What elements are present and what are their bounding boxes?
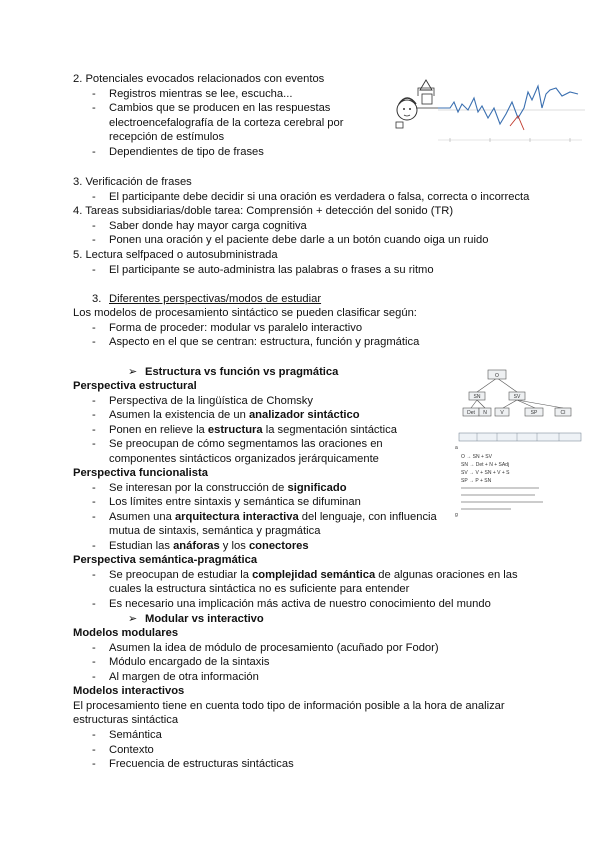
- grammar-rule: SN → Det + N + SAdj: [461, 462, 510, 468]
- tree-node-sv: SV: [513, 394, 521, 400]
- bullet-dash: -: [92, 744, 96, 756]
- section-number: 3.: [92, 293, 102, 305]
- bullet-dash: -: [92, 191, 96, 203]
- list-item: Asumen la existencia de un analizador sintáctico: [109, 409, 360, 421]
- functional-heading: Perspectiva funcionalista: [73, 467, 208, 479]
- list-item: Perspectiva de la lingüística de Chomsky: [109, 395, 313, 407]
- bullet-dash: -: [92, 598, 96, 610]
- tree-mark: g: [455, 512, 458, 518]
- list-item: Dependientes de tipo de frases: [109, 146, 264, 158]
- bullet-dash: -: [92, 336, 96, 348]
- bullet-dash: -: [92, 264, 96, 276]
- arrow-bullet-icon: ➢: [128, 366, 138, 378]
- list-item-cont: mutua de sintaxis, semántica y pragmática: [109, 525, 321, 537]
- tree-leaf: N: [483, 410, 487, 416]
- bullet-dash: -: [92, 322, 96, 334]
- tree-node-root: O: [495, 373, 499, 379]
- interactive-paragraph: El procesamiento tiene en cuenta todo tipo de información posible a la hora de analizar: [73, 700, 505, 712]
- bullet-dash: -: [92, 395, 96, 407]
- bullet-dash: -: [92, 671, 96, 683]
- bullet-dash: -: [92, 642, 96, 654]
- bullet-dash: -: [92, 511, 96, 523]
- grammar-rule: SV → V + SN + V + S: [461, 470, 510, 476]
- list-item-cont: cuales la estructura sintáctica no es suficiente para entender: [109, 583, 410, 595]
- bullet-dash: -: [92, 438, 96, 450]
- subheading-structure-function: Estructura vs función vs pragmática: [145, 366, 339, 378]
- sentence-bar: [459, 433, 581, 441]
- list-item: Aspecto en el que se centran: estructura, función y pragmática: [109, 336, 420, 348]
- list-item: Contexto: [109, 744, 154, 756]
- head-icon: [396, 98, 417, 128]
- bullet-dash: -: [92, 540, 96, 552]
- pragmatic-heading: Perspectiva semántica-pragmática: [73, 554, 258, 566]
- interactive-paragraph-cont: estructuras sintáctica: [73, 714, 179, 726]
- grammar-rule: O → SN + SV: [461, 454, 492, 460]
- list-item: Semántica: [109, 729, 162, 741]
- erp-heading: 2. Potenciales evocados relacionados con eventos: [73, 73, 325, 85]
- list-item: Se preocupan de estudiar la complejidad semántica de algunas oraciones en las: [109, 569, 518, 581]
- list-item-cont: electroencefalografía de la corteza cerebral por: [109, 117, 344, 129]
- erp-waveform: [438, 86, 585, 142]
- bullet-dash: -: [92, 656, 96, 668]
- bullet-dash: -: [92, 758, 96, 770]
- dual-task-heading: 4. Tareas subsidiarias/doble tarea: Comprensión + detección del sonido (TR): [73, 205, 454, 217]
- verification-heading: 3. Verificación de frases: [73, 176, 192, 188]
- erp-illustration: [390, 78, 590, 148]
- bullet-dash: -: [92, 88, 96, 100]
- list-item: Ponen una oración y el paciente debe darle a un botón cuando oiga un ruido: [109, 234, 489, 246]
- list-item: Frecuencia de estructuras sintácticas: [109, 758, 294, 770]
- amplifier-icon: [416, 80, 438, 108]
- list-item: Al margen de otra información: [109, 671, 259, 683]
- bullet-dash: -: [92, 729, 96, 741]
- tree-leaf: V: [500, 410, 504, 416]
- bullet-dash: -: [92, 220, 96, 232]
- selfpaced-heading: 5. Lectura selfpaced o autosubministrada: [73, 249, 278, 261]
- list-item: El participante debe decidir si una oración es verdadera o falsa, correcta o incorrecta: [109, 191, 530, 203]
- list-item: Saber donde hay mayor carga cognitiva: [109, 220, 307, 232]
- list-item: Módulo encargado de la sintaxis: [109, 656, 270, 668]
- subheading-modular-interactive: Modular vs interactivo: [145, 613, 264, 625]
- bullet-dash: -: [92, 409, 96, 421]
- interactive-heading: Modelos interactivos: [73, 685, 185, 697]
- list-item: Se preocupan de cómo segmentamos las oraciones en: [109, 438, 383, 450]
- tree-leaf: Det: [467, 410, 475, 416]
- bullet-dash: -: [92, 424, 96, 436]
- syntax-tree-diagram: [455, 366, 583, 518]
- tree-leaf: SP: [530, 410, 538, 416]
- list-item: Estudian las anáforas y los conectores: [109, 540, 309, 552]
- blurred-text-lines: [461, 488, 543, 509]
- perspectives-intro: Los modelos de procesamiento sintáctico se pueden clasificar según:: [73, 307, 417, 319]
- list-item: Ponen en relieve la estructura la segmentación sintáctica: [109, 424, 397, 436]
- list-item: Asumen la idea de módulo de procesamiento (acuñado por Fodor): [109, 642, 439, 654]
- tree-leaf: CI: [560, 410, 566, 416]
- grammar-rule: SP → P + SN: [461, 478, 492, 484]
- bullet-dash: -: [92, 146, 96, 158]
- list-item-cont: recepción de estímulos: [109, 131, 225, 143]
- list-item: Forma de proceder: modular vs paralelo interactivo: [109, 322, 363, 334]
- list-item: Registros mientras se lee, escucha...: [109, 88, 293, 100]
- bullet-dash: -: [92, 234, 96, 246]
- bullet-dash: -: [92, 482, 96, 494]
- list-item: Asumen una arquitectura interactiva del lenguaje, con influencia: [109, 511, 437, 523]
- bullet-dash: -: [92, 569, 96, 581]
- list-item: Es necesario una implicación más activa de nuestro conocimiento del mundo: [109, 598, 491, 610]
- list-item: Cambios que se producen en las respuestas: [109, 102, 331, 114]
- list-item-cont: componentes sintácticos organizados jerárquicamente: [109, 453, 379, 465]
- modular-heading: Modelos modulares: [73, 627, 179, 639]
- bullet-dash: -: [92, 496, 96, 508]
- tree-node-sn: SN: [473, 394, 481, 400]
- arrow-bullet-icon: ➢: [128, 613, 138, 625]
- perspectives-heading: Diferentes perspectivas/modos de estudiar: [109, 293, 322, 305]
- bullet-dash: -: [92, 102, 96, 114]
- list-item: Se interesan por la construcción de significado: [109, 482, 347, 494]
- list-item: El participante se auto-administra las palabras o frases a su ritmo: [109, 264, 434, 276]
- tree-mark: a: [455, 445, 458, 451]
- structural-heading: Perspectiva estructural: [73, 380, 197, 392]
- list-item: Los límites entre sintaxis y semántica se difuminan: [109, 496, 361, 508]
